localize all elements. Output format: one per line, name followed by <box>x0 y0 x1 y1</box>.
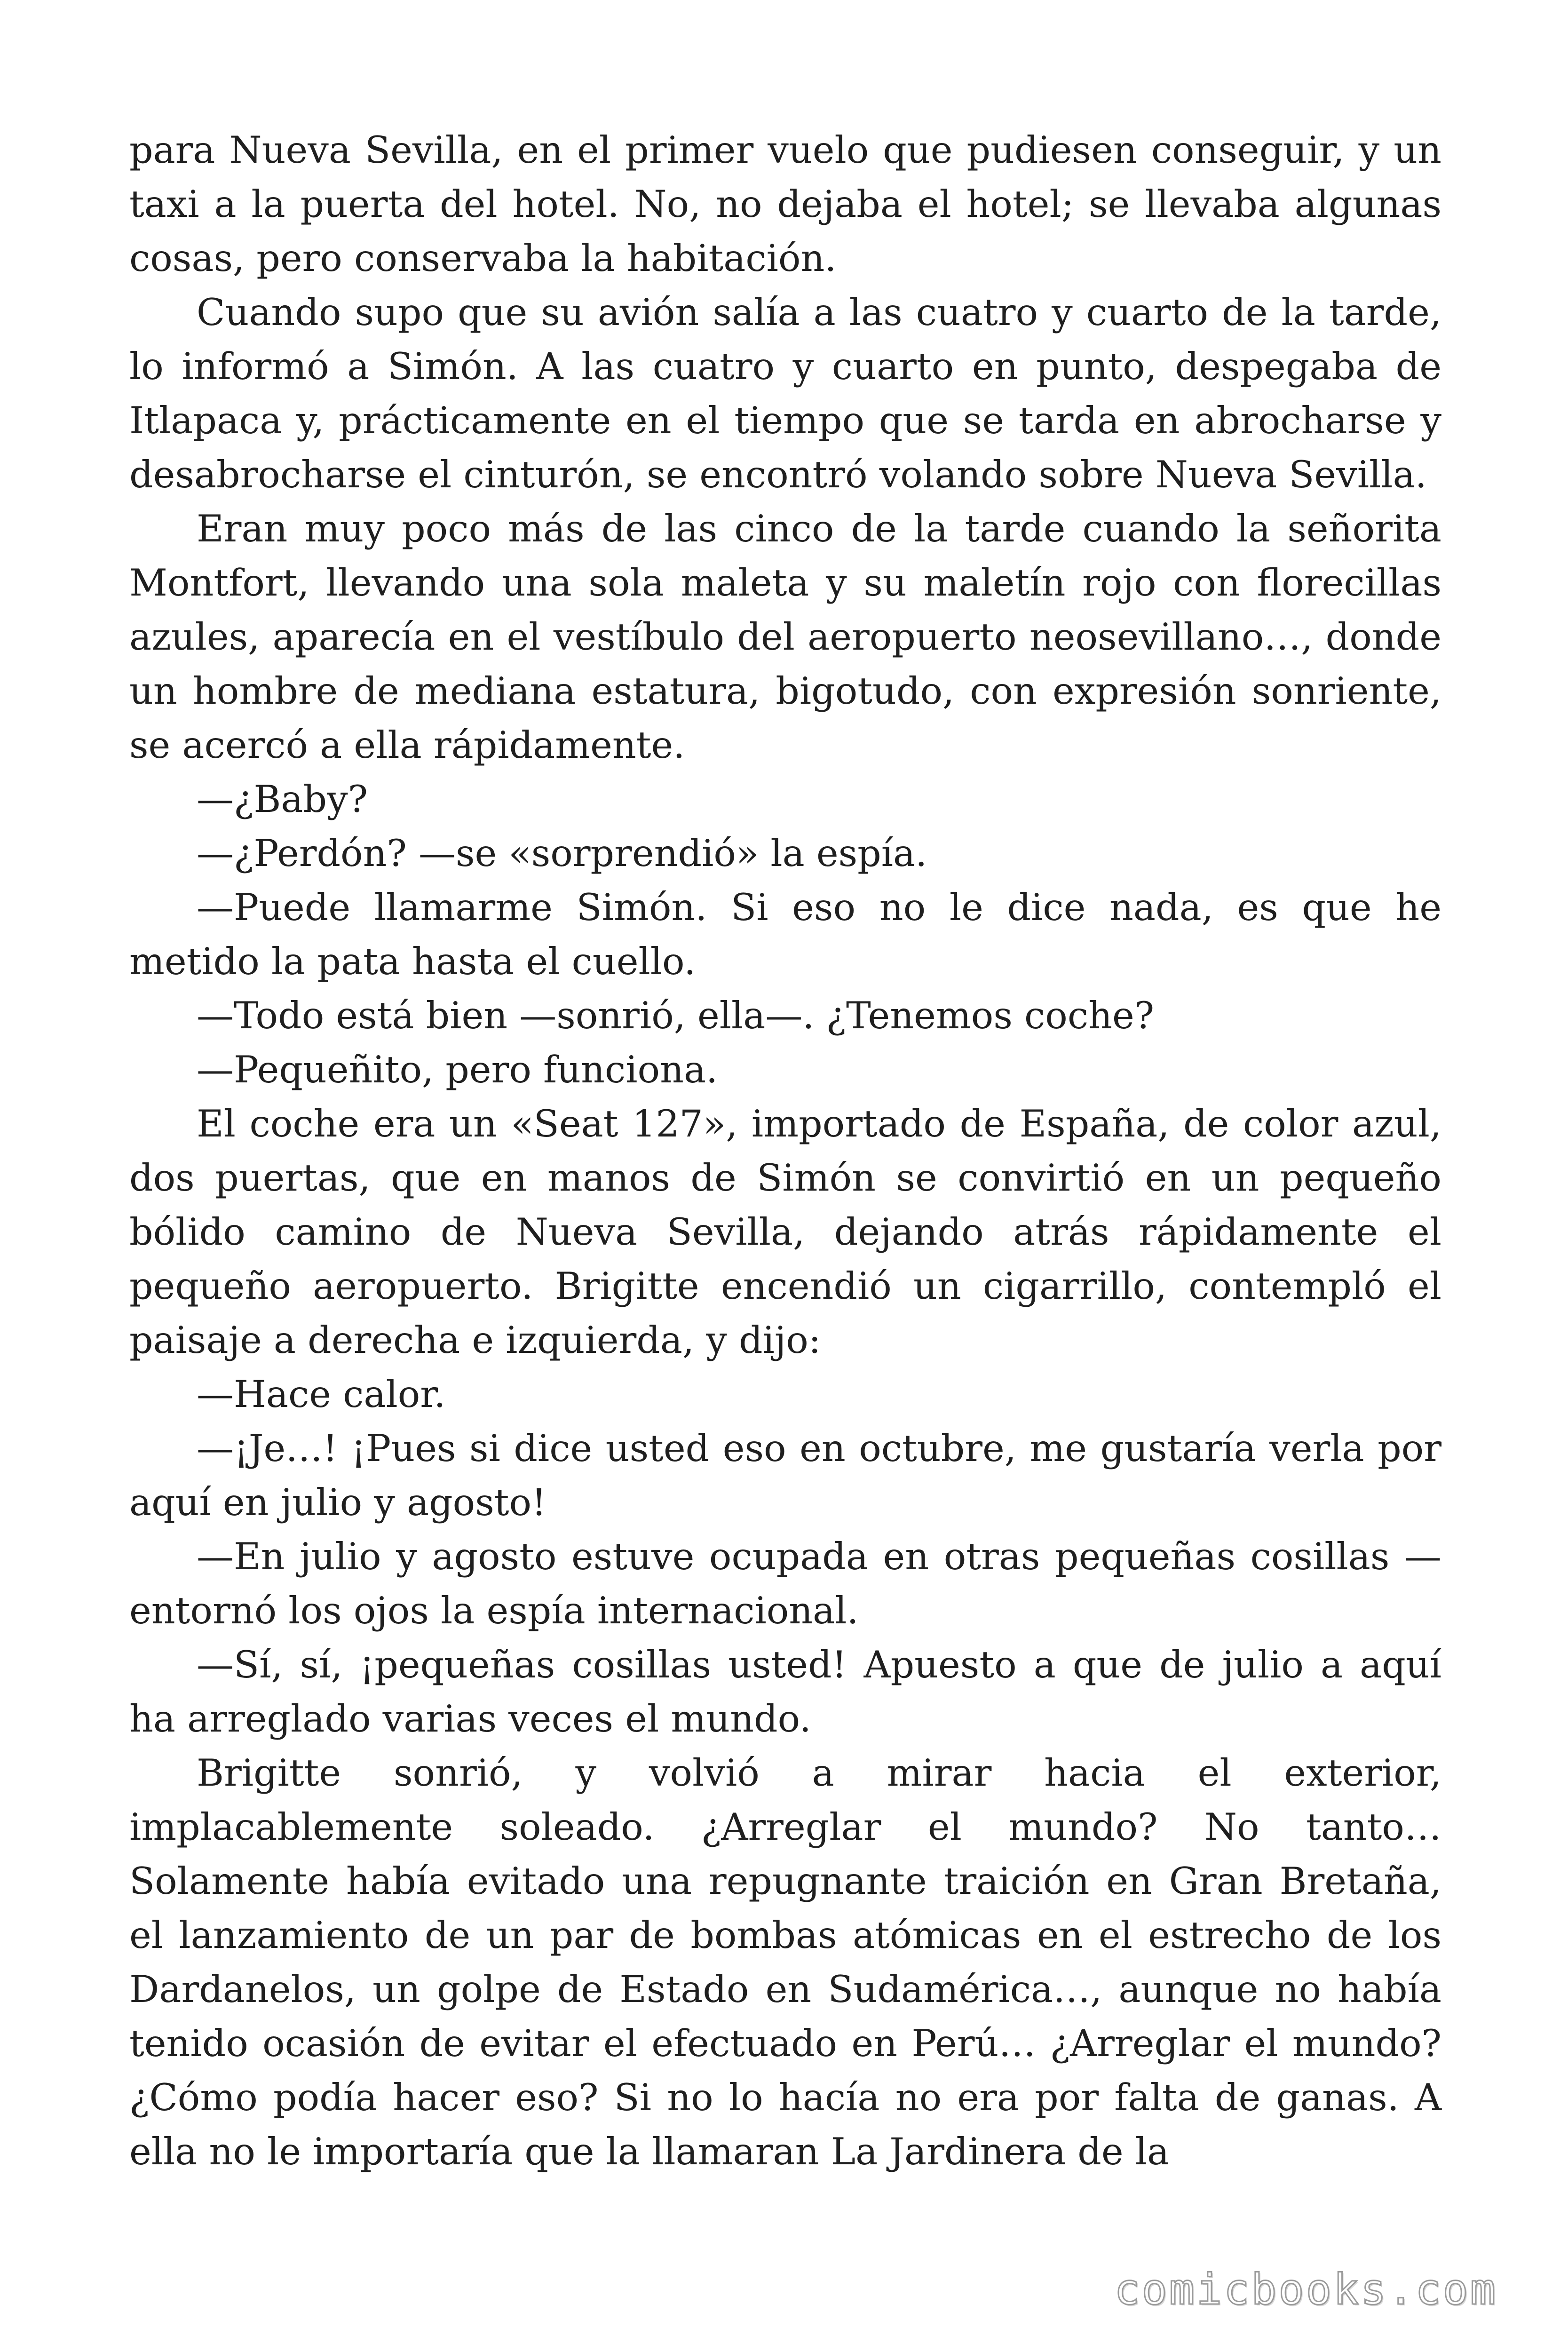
dialogue-line: —Hace calor. <box>197 1373 446 1416</box>
dialogue-line: —¿Perdón? —se «sorprendió» la espía. <box>197 832 927 875</box>
paragraph: para Nueva Sevilla, en el primer vuelo que pudiesen conseguir, y un taxi a la puerta del hotel. No, no dejaba el hotel; se llevaba algunas cosas, pero conservaba la habitación. <box>129 128 1441 280</box>
dialogue-line: —Pequeñito, pero funciona. <box>197 1048 718 1091</box>
book-page <box>129 123 1441 2249</box>
dialogue-line: —Puede llamarme Simón. Si eso no le dice nada, es que he metido la pata hasta el cuello. <box>129 886 1441 983</box>
paragraph: El coche era un «Seat 127», importado de España, de color azul, dos puertas, que en manos de Simón se convirtió en un pequeño bólido camino de Nueva Sevilla, dejando atrás rápidamente el pequeño aeropuerto. Brigitte encendió un cigarrillo, contempló el paisaje a derecha e izquierda, y dijo: <box>129 1102 1441 1362</box>
paragraph: Eran muy poco más de las cinco de la tarde cuando la señorita Montfort, llevando una sola maleta y su maletín rojo con florecillas azules, aparecía en el vestíbulo del aeropuerto neosevillano…, donde un hombre de mediana estatura, bigotudo, con expresión sonriente, se acercó a ella rápidamente. <box>129 507 1441 767</box>
dialogue-line: —¿Baby? <box>197 778 368 821</box>
dialogue-line: —Todo está bien —sonrió, ella—. ¿Tenemos coche? <box>197 994 1155 1037</box>
dialogue-line: —¡Je…! ¡Pues si dice usted eso en octubre, me gustaría verla por aquí en julio y agosto! <box>129 1427 1441 1524</box>
dialogue-line: —Sí, sí, ¡pequeñas cosillas usted! Apuesto a que de julio a aquí ha arreglado varias veces el mundo. <box>129 1643 1441 1740</box>
watermark-logo: comicbooks.com <box>1114 2265 1497 2314</box>
paragraph: Brigitte sonrió, y volvió a mirar hacia el exterior, implacablemente soleado. ¿Arreglar el mundo? No tanto… Solamente había evitado una repugnante traición en Gran Bretaña, el lanzamiento de un par de bombas atómicas en el estrecho de los Dardanelos, un golpe de Estado en Sudamérica…, aunque no había tenido ocasión de evitar el efectuado en Perú… ¿Arreglar el mundo? ¿Cómo podía hacer eso? Si no lo hacía no era por falta de ganas. A ella no le importaría que la llamaran La Jardinera de la <box>129 1751 1441 2173</box>
dialogue-line: —En julio y agosto estuve ocupada en otras pequeñas cosillas — entornó los ojos la espía internacional. <box>129 1535 1441 1632</box>
paragraph: Cuando supo que su avión salía a las cuatro y cuarto de la tarde, lo informó a Simón. A las cuatro y cuarto en punto, despegaba de Itlapaca y, prácticamente en el tiempo que se tarda en abrocharse y desabrocharse el cinturón, se encontró volando sobre Nueva Sevilla. <box>129 291 1441 496</box>
